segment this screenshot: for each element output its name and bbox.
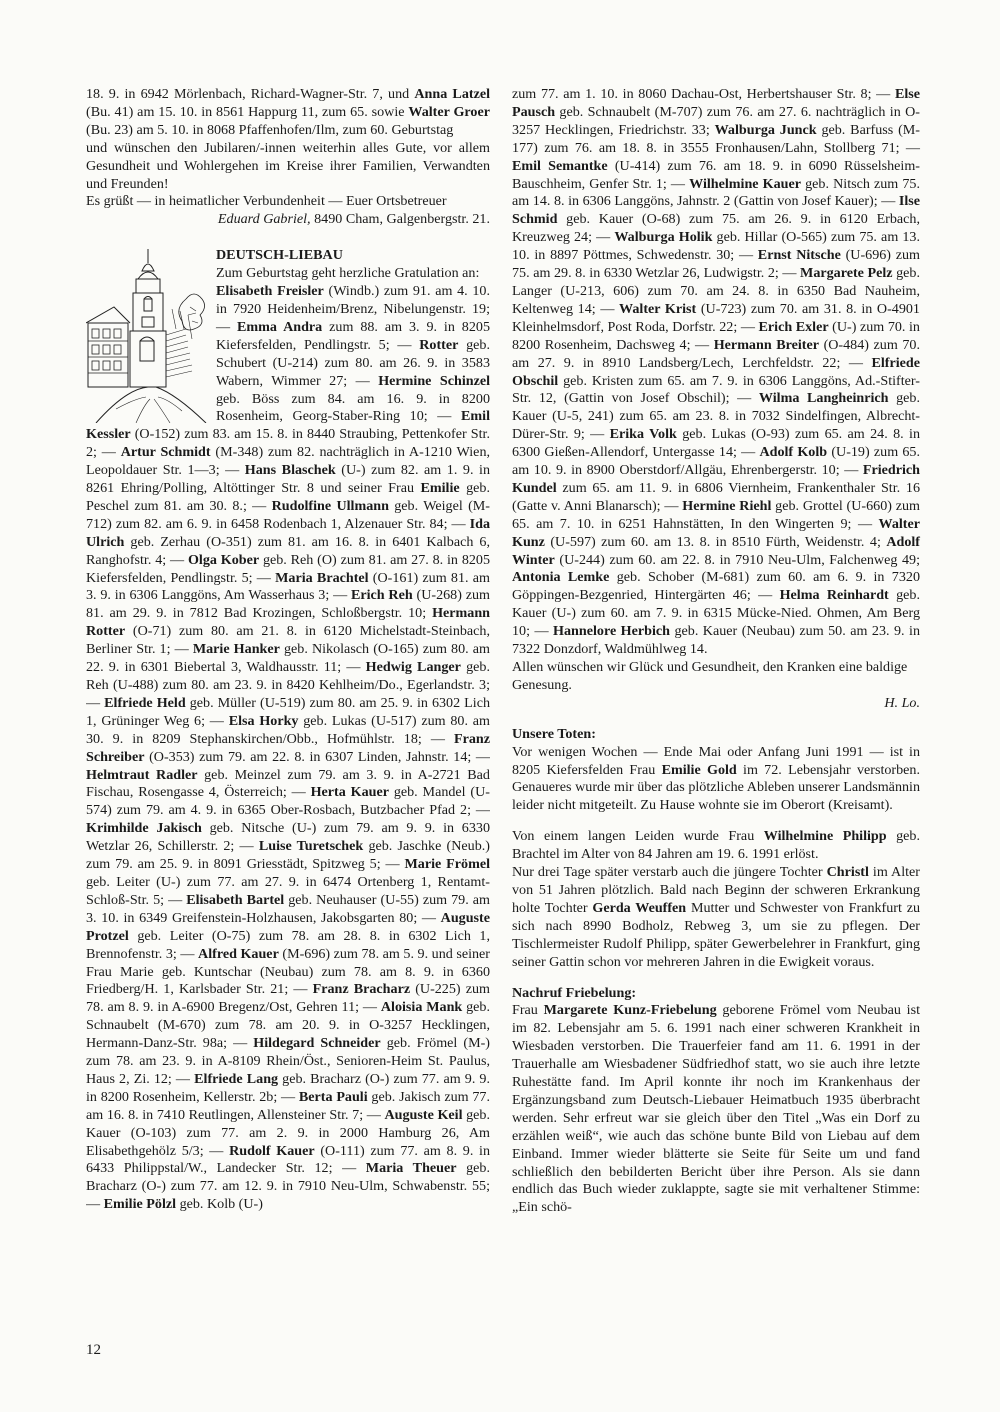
closing-block <box>512 659 920 695</box>
left-column <box>86 86 490 1214</box>
birthday-continuation: zum 77. am 1. 10. in 8060 Dachau-Ost, Herbertshauser Str. 8; — Else Pausch geb. Schnaubelt (M-707) zum 76. am 27. 6. nachträglich in O-3257 Hecklingen, Friedrichstr. 33; Walburga Junck geb. Barfuss (M-177) zum 76. am 18. 8. in 3555 Fronhausen/Lahn, Stollberg 71; — Emil Semantke (U-414) zum 76. am 18. 9. in 6090 Rüsselsheim-Bauschheim, Genfer Str. 1; — Wilhelmine Kauer geb. Nitsch zum 75. am 14. 8. in 6306 Langgöns, Jahnstr. 2 (Gattin von Josef Kauer); — Ilse Schmid geb. Kauer (O-68) zum 75. am 26. 9. in 6120 Erbach, Kreuzweg 24; — Walburga Holik geb. Hillar (O-565) zum 75. am 13. 10. in 8897 Pöttmes, Schwedenstr. 30; — Ernst Nitsche (U-696) zum 75. am 29. 8. in 6330 Wetzlar 26, Ludwigstr. 2; — Margarete Pelz geb. Langer (U-213, 606) zum 70. am 24. 8. in 6350 Bad Nauheim, Keltenweg 14; — Walter Krist (U-723) zum 70. am 31. 8. in O-4901 Kleinhelmsdorf, Post Roda, Dorfstr. 22; — Erich Exler (U-) zum 70. in 8200 Rosenheim, Dachsweg 4; — Hermann Breiter (O-484) zum 70. am 27. 9. in 8910 Landsberg/Lech, Lerchfeldstr. 22; — Elfriede Obschil geb. Kristen zum 65. am 7. 9. in 6306 Langgöns, Ad.-Stifter-Str. 12, (Gattin von Josef Obschil); — Wilma Langheinrich geb. Kauer (U-5, 241) zum 65. am 23. 8. in 7032 Sindelfingen, Albrecht-Dürer-Str. 9; — Erika Volk geb. Lukas (O-93) zum 65. am 24. 8. in 6300 Gießen-Allendorf, Untergasse 14; — Adolf Kolb (U-19) zum 65. am 10. 9. in 8900 Oberstdorf/Allgäu, Ehrenbergerstr. 10; — Friedrich Kundel zum 65. am 11. 9. in 6806 Viernheim, Frankenthaler Str. 16 (Gatte v. Anni Blanarsch); — Hermine Riehl geb. Grottel (U-660) zum 65. am 7. 10. in 6251 Hahnstätten, In den Wingerten 9; — Walter Kunz (U-597) zum 60. am 13. 8. in 8510 Fürth, Weidenstr. 4; Adolf Winter (U-244) zum 60. am 22. 8. in 7910 Neu-Ulm, Falchenweg 49; Antonia Lemke geb. Schober (M-681) zum 60. am 6. 9. in 7320 Göppingen-Bezgenried, Hintergärten 46; — Helma Reinhardt geb. Kauer (U-) zum 60. am 7. 9. in 6315 Mücke-Nied. Ohmen, Am Berg 10; — Hannelore Herbich geb. Kauer (Neubau) zum 50. am 23. 9. in 7322 Donzdorf, Waldmühlweg 14. <box>512 86 921 658</box>
right-column <box>512 86 920 1217</box>
our-dead-heading: Unsere Toten: <box>512 725 596 742</box>
obituary-philipp: Von einem langen Leiden wurde Frau Wilhelmine Philipp geb. Brachtel im Alter von 84 Jahren am 19. 6. 1991 erlöst. <box>512 828 920 863</box>
church-sketch-image <box>86 249 208 423</box>
deutsch-liebau-birthdays: Elisabeth Freisler (Windb.) zum 91. am 4. 10. in 7920 Heidenheim/Brenz, Nibelungenstr. 19; — Emma Andra zum 88. am 3. 9. in 8205 Kiefersfelden, Pendlingstr. 5; — Rotter geb. Schubert (U-214) zum 80. am 26. 9. in 3583 Wabern, Wimmer 27; — Hermine Schinzel geb. Böss zum 84. am 16. 9. in 8200 Rosenheim, Georg-Staber-Ring 10; — Emil Kessler (O-152) zum 83. am 15. 8. in 8440 Straubing, Pettenkofer Str. 2; — Artur Schmidt (M-348) zum 82. nachträglich in A-1210 Wien, Leopoldauer Str. 1—3; — Hans Blaschek (U-) zum 82. am 1. 9. in 8261 Ehring/Polling, Altöttinger Str. 8 und seiner Frau Emilie geb. Peschel zum 81. am 30. 8.; — Rudolfine Ullmann geb. Weigel (M-712) zum 82. am 6. 9. in 6458 Rodenbach 1, Alzenauer Str. 84; — Ida Ulrich geb. Zerhau (O-351) zum 81. am 16. 8. in 6401 Kalbach 6, Ranghofstr. 4; — Olga Kober geb. Reh (O) zum 81. am 27. 8. in 8205 Kiefersfelden, Pendlingstr. 5; — Maria Brachtel (O-161) zum 81. am 3. 9. in 6306 Langgöns, Am Wasserhaus 3; — Erich Reh (U-268) zum 81. am 29. 9. in 7812 Bad Krozingen, Schloßbergstr. 10; Hermann Rotter (O-71) zum 80. am 21. 8. in 6120 Michelstadt-Steinbach, Berliner Str. 1; — Marie Hanker geb. Nikolasch (O-165) zum 80. am 22. 9. in 6301 Biebertal 3, Waldhausstr. 11; — Hedwig Langer geb. Reh (U-488) zum 80. am 23. 9. in 8420 Kehlheim/Do., Egerlandstr. 3; — Elfriede Held geb. Müller (U-519) zum 80. am 25. 9. in 6302 Lich 1, Grüninger Weg 6; — Elsa Horky geb. Lukas (U-517) zum 80. am 30. 9. in 8209 Stephanskirchen/Obb., Hofmühlstr. 18; — Franz Schreiber (O-353) zum 79. am 22. 8. in 6307 Linden, Jahnstr. 14; — Helmtraut Radler geb. Meinzel zum 79. am 3. 9. in A-2721 Bad Fischau, Rosengasse 4, Österreich; — Herta Kauer geb. Mandel (U-574) zum 79. am 4. 9. in 6365 Ober-Rosbach, Butzbacher Pfad 2; — Krimhilde Jakisch geb. Nitsche (U-) zum 79. am 9. 9. in 6330 Wetzlar 26, Schillerstr. 2; — Luise Turetschek geb. Jaschke (Neub.) zum 79. am 25. 9. in 8091 Griesstädt, Spitzweg 5; — Marie Frömel geb. Leiter (U-) zum 77. am 27. 9. in 6474 Ortenberg 1, Rentamt-Schloß-Str. 5; — Elisabeth Bartel geb. Neuhauser (U-55) zum 79. am 3. 10. in 6349 Greifenstein-Holzhausen, Jakobsgarten 80; — Auguste Protzel geb. Leiter (O-75) zum 78. am 28. 8. in 6302 Lich 1, Brennofenstr. 3; — Alfred Kauer (M-696) zum 78. am 5. 9. und seiner Frau Marie geb. Kuntschar (Neubau) zum 78. am 8. 9. in 6360 Friedberg/H. 1, Karlsbader Str. 21; — Franz Bracharz (U-225) zum 78. am 8. 9. in A-6900 Bregenz/Ost, Gehren 11; — Aloisia Mank geb. Schnaubelt (M-670) zum 78. am 20. 9. in O-3257 Hecklingen, Hermann-Danz-Str. 98a; — Hildegard Schneider geb. Frömel (M-) zum 78. am 23. 9. in A-8109 Rhein/Öst., Senioren-Heim St. Paulus, Haus 2, Zi. 12; — Elfriede Lang geb. Bracharz (O-) zum 77. am 9. 9. in 8200 Rosenheim, Kellerstr. 2b; — Berta Pauli geb. Jakisch zum 77. am 16. 8. in 7410 Reutlingen, Allensteiner Str. 7; — Auguste Keil geb. Kauer (O-103) zum 77. am 2. 9. in 2000 Hamburg 26, Am Elisabethgehölz 5/3; — Rudolf Kauer (O-111) zum 77. am 8. 9. in 6433 Philippstal/W., Landecker Str. 12; — Maria Theuer geb. Bracharz (O-) zum 77. am 12. 9. in 7910 Neu-Ulm, Schwabenstr. 55; — Emilie Pölzl geb. Kolb (U-) <box>86 283 490 1213</box>
closing-wishes: Allen wünschen wir Glück und Gesundheit, den Kranken eine baldige Genesung. <box>512 659 908 693</box>
greeting-line: Es grüßt — in heimatlicher Verbundenheit — Euer Ortsbetreuer <box>86 193 447 210</box>
friebelung-heading: Nachruf Friebelung: <box>512 984 637 1001</box>
deutsch-liebau-section <box>86 247 490 1214</box>
intro-paragraph: 18. 9. in 6942 Mörlenbach, Richard-Wagner-Str. 7, und Anna Latzel (Bu. 41) am 15. 10. in 8561 Happurg 11, zum 65. sowie Walter Groer (Bu. 23) am 5. 10. in 8068 Pfaffenhofen/Ilm, zum 60. Geburtstag <box>86 86 490 138</box>
signature-line: Eduard Gabriel, 8490 Cham, Galgenbergstr. 21. <box>217 211 490 228</box>
page-number: 12 <box>86 1342 101 1358</box>
friebelung-obituary: Frau Margarete Kunz-Friebelung geborene Frömel vom Neubau ist im 82. Lebensjahr am 5. 6. 1991 nach einer schweren Krankheit in Wiesbaden verstorben. Die Trauerfeier fand am 11. 6. 1991 in der Trauerhalle am Wiesbadener Südfriedhof statt, wo sie auch ihre letzte Ruhestätte fand. Im April konnte ihr noch im Krankenhaus der Ergänzungsband zum Deutsch-Liebauer Heimatbuch 1935 überbracht werden. Sehr erfreut war sie gleich über den Titel „Was ein Dorf zu erzählen weiß“, wie auch das schöne bunte Bild von Liebau auf dem Einband. Immer wieder blätterte sie Seite für Seite um und fand schließlich den bebilderten Bericht über ihre Person. Als sie dann endlich das Buch wieder zuklappte, sagte sie mit verhaltener Stimme: „Ein schö- <box>512 1002 921 1216</box>
obituary-gold: Vor wenigen Wochen — Ende Mai oder Anfang Juni 1991 — ist in 8205 Kiefersfelden Frau Emilie Gold im 72. Lebensjahr verstorben. Genaueres wurde mir über das plötzliche Ableben unserer Landsmännin leider nicht mitgeteilt. Zu Hause wohnte sie im Oberort (Kreisamt). <box>512 743 920 814</box>
obituary-christl: Nur drei Tage später verstarb auch die jüngere Tochter Christl im Alter von 51 Jahren plötzlich. Bald nach Beginn der schweren Erkrankung holte Tochter Gerda Weuffen Mutter und Schwester von Frankfurt zu sich nach 8990 Bodholz, Rebweg 3, um sie zu pflegen. Der Tischlermeister Rudolf Philipp, später Gewerbelehrer in Frankfurt, ging seiner Gattin schon vor mehreren Jahren in die Ewigkeit voraus. <box>512 864 920 970</box>
wishes-paragraph: und wünschen den Jubilaren/-innen weiterhin alles Gute, vor allem Gesundheit und Wohlergehen im Kreise ihrer Familien, Verwandten und Freunden! <box>86 139 490 192</box>
deutsch-liebau-intro: Zum Geburtstag geht herzliche Gratulation an: <box>216 265 480 282</box>
church-tower-icon <box>86 249 208 423</box>
closing-signature: H. Lo. <box>884 694 920 711</box>
deutsch-liebau-heading: DEUTSCH-LIEBAU <box>216 247 343 264</box>
